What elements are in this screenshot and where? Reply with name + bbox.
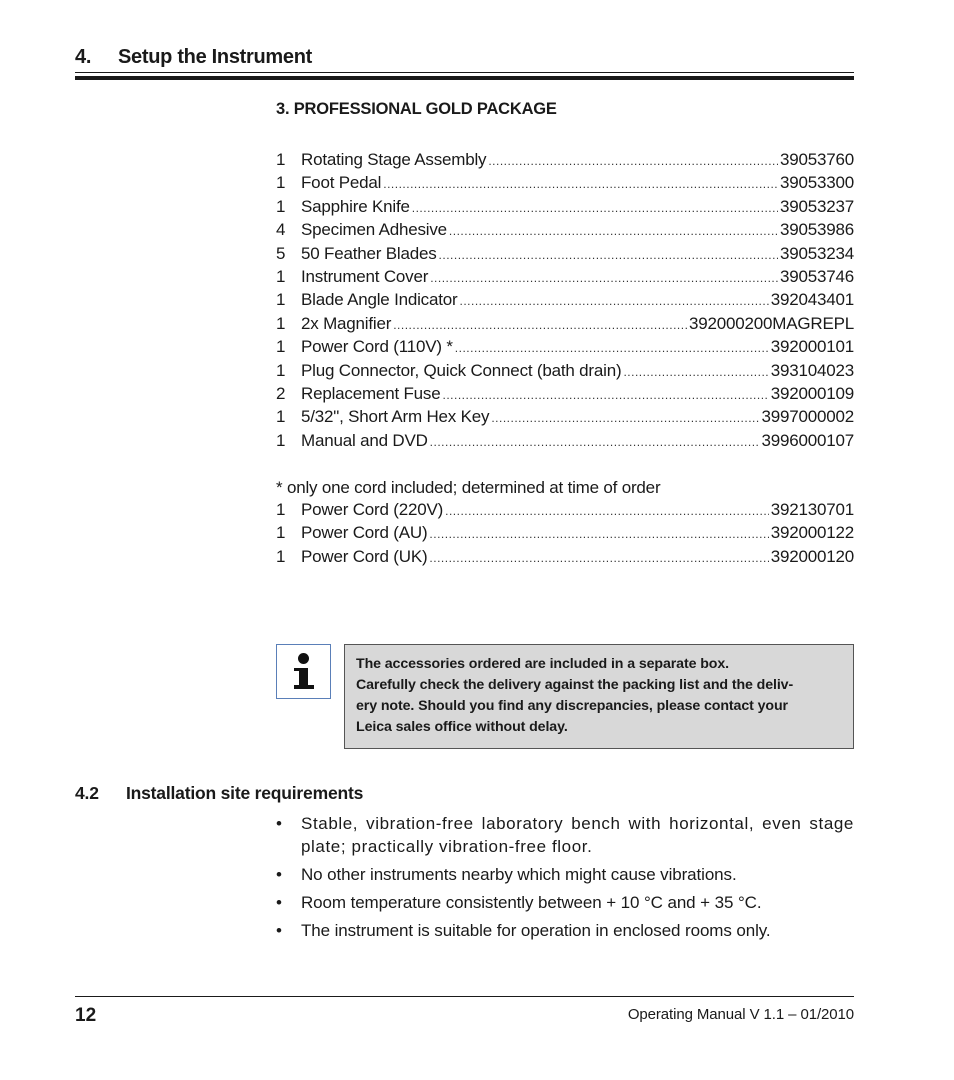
info-icon-base — [294, 685, 314, 689]
leader-dots — [430, 435, 760, 449]
part-number: 39053300 — [779, 173, 854, 193]
chapter-title: Setup the Instrument — [118, 46, 313, 68]
part-name: Replacement Fuse — [301, 383, 441, 403]
part-number: 3997000002 — [761, 407, 854, 427]
requirements-list — [276, 812, 854, 947]
part-qty: 1 — [276, 430, 286, 450]
leader-dots — [430, 271, 778, 285]
cord-footnote: * only one cord included; determined at time of order — [276, 478, 661, 497]
leader-dots — [393, 318, 687, 332]
part-name: 2x Magnifier — [301, 313, 392, 333]
parts-row — [276, 523, 854, 546]
part-qty: 5 — [276, 243, 286, 263]
part-qty: 1 — [276, 500, 286, 519]
parts-row — [276, 431, 854, 454]
parts-row — [276, 244, 854, 267]
part-name: Power Cord (220V) — [301, 500, 444, 519]
notice-line: Carefully check the delivery against the packing list and the deliv- — [356, 677, 794, 693]
part-qty: 1 — [276, 150, 286, 169]
header-rule-thick — [75, 76, 854, 80]
leader-dots — [459, 294, 768, 308]
part-name: Foot Pedal — [301, 173, 382, 193]
part-name: Rotating Stage Assembly — [301, 150, 487, 169]
leader-dots — [442, 388, 768, 402]
info-icon-dot — [298, 653, 309, 664]
parts-row — [276, 547, 854, 570]
info-icon — [276, 644, 331, 699]
part-name: Instrument Cover — [301, 266, 429, 286]
leader-dots — [491, 411, 759, 425]
leader-dots — [488, 154, 778, 168]
part-number: 39053746 — [779, 266, 854, 286]
cord-list — [276, 500, 854, 570]
parts-row — [276, 150, 854, 173]
part-number: 3996000107 — [761, 430, 854, 450]
part-qty: 4 — [276, 220, 286, 240]
notice-line: Leica sales office without delay. — [356, 719, 568, 735]
parts-row — [276, 173, 854, 196]
parts-row — [276, 290, 854, 313]
parts-row — [276, 197, 854, 220]
parts-row — [276, 384, 854, 407]
part-qty: 1 — [276, 266, 286, 286]
part-qty: 1 — [276, 337, 286, 357]
parts-row — [276, 220, 854, 243]
section-heading — [75, 783, 363, 804]
notice-line: ery note. Should you find any discrepancies, please contact your — [356, 698, 788, 714]
parts-list — [276, 150, 854, 454]
chapter-number: 4. — [75, 46, 92, 68]
parts-row — [276, 407, 854, 430]
part-qty: 1 — [276, 290, 286, 310]
leader-dots — [412, 201, 778, 215]
part-qty: 1 — [276, 196, 286, 216]
part-number: 392000122 — [770, 523, 854, 543]
part-qty: 1 — [276, 407, 286, 427]
parts-row — [276, 361, 854, 384]
leader-dots — [429, 551, 768, 565]
part-name: Blade Angle Indicator — [301, 290, 458, 310]
part-name: Power Cord (AU) — [301, 523, 428, 543]
part-qty: 1 — [276, 546, 286, 566]
list-item: • Room temperature consistently between + 10 °C and + 35 °C. — [276, 891, 854, 914]
package-title: 3. PROFESSIONAL GOLD PACKAGE — [276, 100, 557, 118]
leader-dots — [383, 177, 778, 191]
leader-dots — [455, 341, 769, 355]
part-name: Specimen Adhesive — [301, 220, 447, 240]
part-name: 5/32", Short Arm Hex Key — [301, 407, 490, 427]
part-number: 392043401 — [770, 290, 854, 310]
section-title: Installation site requirements — [126, 783, 364, 803]
part-number: 392000120 — [770, 546, 854, 566]
leader-dots — [439, 248, 778, 262]
part-number: 392000200MAGREPL — [688, 313, 854, 333]
part-qty: 1 — [276, 523, 286, 543]
parts-row — [276, 500, 854, 523]
header-rule-thin — [75, 72, 854, 73]
leader-dots — [623, 365, 768, 379]
part-number: 392000109 — [770, 383, 854, 403]
parts-row — [276, 314, 854, 337]
part-name: Sapphire Knife — [301, 196, 410, 216]
part-name: 50 Feather Blades — [301, 243, 437, 263]
part-number: 39053760 — [779, 150, 854, 169]
part-qty: 1 — [276, 360, 286, 380]
notice-box — [344, 644, 854, 749]
page-number: 12 — [75, 1005, 97, 1026]
notice-line: The accessories ordered are included in a separate box. — [356, 656, 729, 672]
info-icon-stem — [299, 668, 308, 686]
leader-dots — [445, 504, 769, 518]
part-number: 39053986 — [779, 220, 854, 240]
footer-rule — [75, 996, 854, 997]
part-name: Power Cord (110V) * — [301, 337, 453, 357]
section-number: 4.2 — [75, 783, 99, 803]
part-qty: 1 — [276, 173, 286, 193]
part-number: 392000101 — [770, 337, 854, 357]
part-name: Power Cord (UK) — [301, 546, 428, 566]
part-number: 39053237 — [779, 196, 854, 216]
part-name: Manual and DVD — [301, 430, 428, 450]
manual-version: Operating Manual V 1.1 – 01/2010 — [627, 1006, 854, 1023]
list-item: • No other instruments nearby which might cause vibrations. — [276, 863, 854, 886]
leader-dots — [449, 224, 778, 238]
leader-dots — [429, 527, 768, 541]
part-number: 392130701 — [770, 500, 854, 519]
chapter-header — [75, 46, 854, 69]
list-item: • The instrument is suitable for operation in enclosed rooms only. — [276, 919, 854, 942]
part-qty: 2 — [276, 383, 286, 403]
part-number: 393104023 — [770, 360, 854, 380]
parts-row — [276, 337, 854, 360]
list-item: • Stable, vibration-free laboratory bench with horizontal, even stage plate; practically vibration-free floor. — [276, 812, 854, 858]
parts-row — [276, 267, 854, 290]
part-number: 39053234 — [779, 243, 854, 263]
part-qty: 1 — [276, 313, 286, 333]
part-name: Plug Connector, Quick Connect (bath drain) — [301, 360, 622, 380]
